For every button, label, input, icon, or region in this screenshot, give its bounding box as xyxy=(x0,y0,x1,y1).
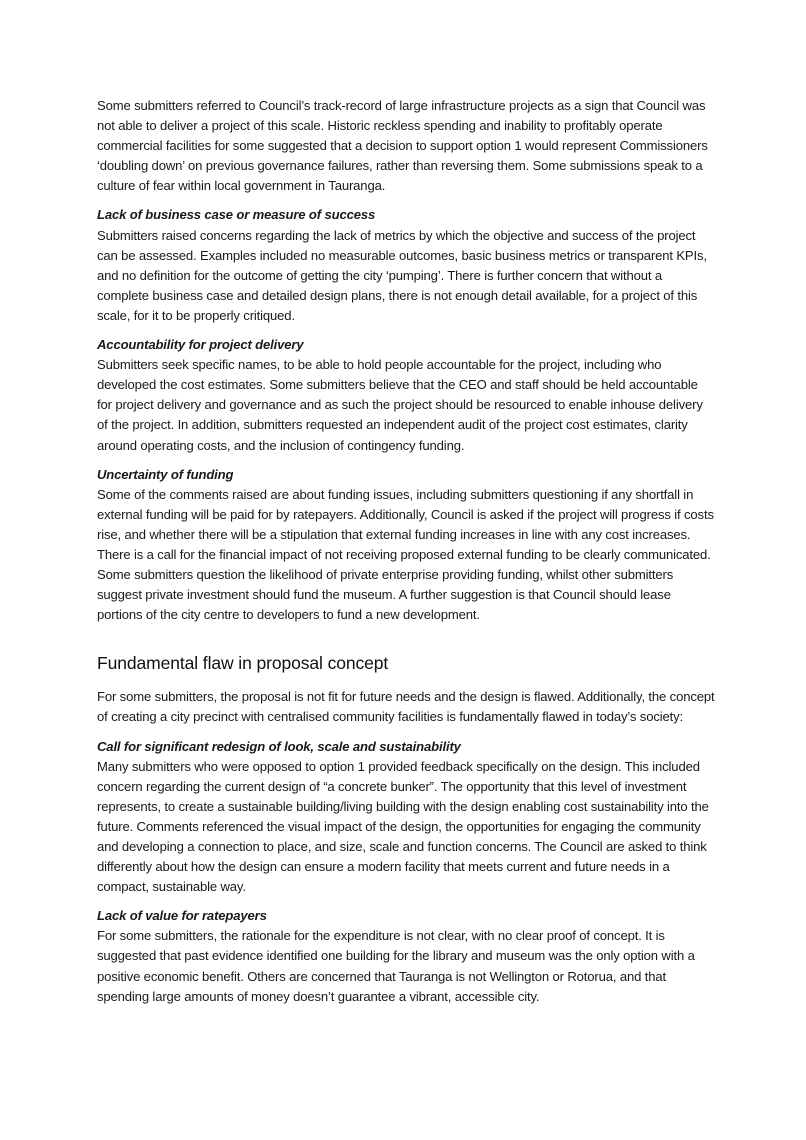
section-body-ratepayer-value: For some submitters, the rationale for the expenditure is not clear, with no clear proof of concept. It is suggested that past evidence identified one building for the library and museum was the only option with a positive economic benefit. Others are concerned that Tauranga is not Wellington or Rotorua, and that spending large amounts of money doesn’t guarantee a vibrant, accessible city. xyxy=(97,928,695,1004)
section-body-redesign: Many submitters who were opposed to option 1 provided feedback specifically on the design. This included concern regarding the current design of “a concrete bunker”. The opportunity that this level of investment represents, to create a sustainable building/living building with the design enabling cost sustainability into the future. Comments referenced the visual impact of the design, the opportunities for engaging the community and developing a connection to place, and size, scale and function concerns. The Council are asked to think differently about how the design can ensure a modern facility that meets current and future needs in a compact, sustainable way. xyxy=(97,758,709,895)
section-heading-accountability: Accountability for project delivery xyxy=(97,337,304,353)
section-heading-business-case: Lack of business case or measure of success xyxy=(97,207,376,223)
section-body-business-case: Submitters raised concerns regarding the lack of metrics by which the objective and success of the project can be assessed. Examples included no measurable outcomes, basic business metrics or transparent KPIs, and no definition for the outcome of getting the city ‘pumping’. There is further concern that without a complete business case and detailed design plans, there is not enough detail available, for a project of this scale, for it to be properly critiqued. xyxy=(97,227,707,323)
intro-paragraph: Some submitters referred to Council’s track-record of large infrastructure projects as a sign that Council was not able to deliver a project of this scale. Historic reckless spending and inability to profitably operate commercial facilities for some suggested that a decision to support option 1 would represent Commissioners ‘doubling down’ on previous governance failures, rather than reversing them. Some submissions speak to a culture of fear within local government in Tauranga. xyxy=(97,98,708,194)
section-accountability xyxy=(97,335,715,456)
document-page xyxy=(97,96,715,1016)
section-heading-redesign: Call for significant redesign of look, scale and sustainability xyxy=(97,738,461,754)
section-heading-ratepayer-value: Lack of value for ratepayers xyxy=(97,908,267,924)
section-heading-funding: Uncertainty of funding xyxy=(97,466,234,482)
section-business-case xyxy=(97,205,715,326)
main-section-intro: For some submitters, the proposal is not fit for future needs and the design is flawed. Additionally, the concept of creating a city precinct with centralised community facilities is fundamentally flawed in today’s society: xyxy=(97,689,715,725)
section-funding xyxy=(97,465,715,626)
section-ratepayer-value xyxy=(97,906,715,1006)
main-section-heading: Fundamental flaw in proposal concept xyxy=(97,653,389,674)
section-redesign xyxy=(97,737,715,898)
section-body-funding: Some of the comments raised are about funding issues, including submitters questioning if any shortfall in external funding will be paid for by ratepayers. Additionally, Council is asked if the project will progress if costs rise, and whether there will be a stipulation that external funding increases in line with any cost increases. There is a call for the financial impact of not receiving proposed external funding to be clearly communicated. Some submitters question the likelihood of private enterprise providing funding, whilst other submitters suggest private investment should fund the museum. A further suggestion is that Council should lease portions of the city centre to developers to fund a new development. xyxy=(97,486,714,623)
section-body-accountability: Submitters seek specific names, to be able to hold people accountable for the project, including who developed the cost estimates. Some submitters believe that the CEO and staff should be held accountable for project delivery and governance and as such the project should be resourced to enable inhouse delivery of the project. In addition, submitters requested an independent audit of the project cost estimates, clarity around operating costs, and the inclusion of contingency funding. xyxy=(97,357,703,453)
